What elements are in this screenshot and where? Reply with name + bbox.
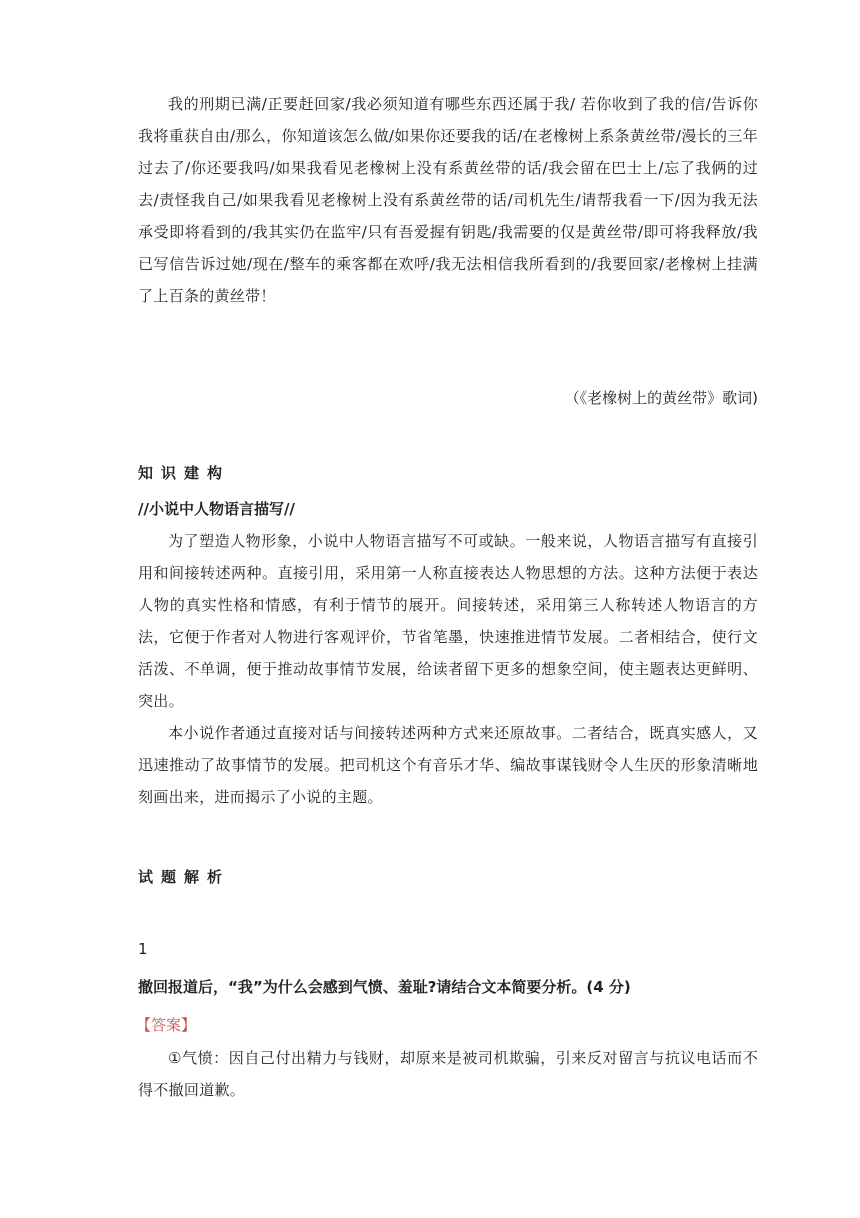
- knowledge-paragraph-2: 本小说作者通过直接对话与间接转述两种方式来还原故事。二者结合，既真实感人，又迅速推动了故事情节的发展。把司机这个有音乐才华、编故事谋钱财令人生厌的形象清晰地刻画出来，进而揭示了小说的主题。: [138, 724, 758, 806]
- subsection-title: //小说中人物语言描写//: [138, 500, 295, 518]
- lyrics-block: [138, 88, 758, 312]
- knowledge-paragraphs: [138, 525, 758, 813]
- answer-label: 【答案】: [136, 1016, 197, 1034]
- section-title-knowledge: 知识建构: [138, 464, 231, 482]
- lyrics-source: （《老橡树上的黄丝带》歌词): [564, 389, 758, 407]
- answer-paragraph-1: ①气愤：因自己付出精力与钱财，却原来是被司机欺骗，引来反对留言与抗议电话而不得不撤回道歉。: [138, 1049, 758, 1099]
- lyrics-paragraph: 我的刑期已满/正要赶回家/我必须知道有哪些东西还属于我/ 若你收到了我的信/告诉你我将重获自由/那么，你知道该怎么做/如果你还要我的话/在老橡树上系条黄丝带/漫长的三年过去了/你还要我吗/如果我看见老橡树上没有系黄丝带的话/我会留在巴士上/忘了我俩的过去/责怪我自己/如果我看见老橡树上没有系黄丝带的话/司机先生/请帮我看一下/因为我无法承受即将看到的/我其实仍在监牢/只有吾爱握有钥匙/我需要的仅是黄丝带/即可将我释放/我已写信告诉过她/现在/整车的乘客都在欢呼/我无法相信我所看到的/我要回家/老橡树上挂满了上百条的黄丝带！: [138, 95, 758, 305]
- answer-block: [138, 1042, 758, 1106]
- question-text: 撤回报道后，“我”为什么会感到气愤、羞耻?请结合文本简要分析。(4 分): [138, 978, 631, 996]
- question-number: 1: [138, 940, 148, 958]
- section-title-analysis: 试题解析: [138, 868, 231, 886]
- knowledge-paragraph-1: 为了塑造人物形象，小说中人物语言描写不可或缺。一般来说，人物语言描写有直接引用和间接转述两种。直接引用，采用第一人称直接表达人物思想的方法。这种方法便于表达人物的真实性格和情感，有利于情节的展开。间接转述，采用第三人称转述人物语言的方法，它便于作者对人物进行客观评价，节省笔墨，快速推进情节发展。二者相结合，使行文活泼、不单调，便于推动故事情节发展，给读者留下更多的想象空间，使主题表达更鲜明、突出。: [138, 532, 758, 710]
